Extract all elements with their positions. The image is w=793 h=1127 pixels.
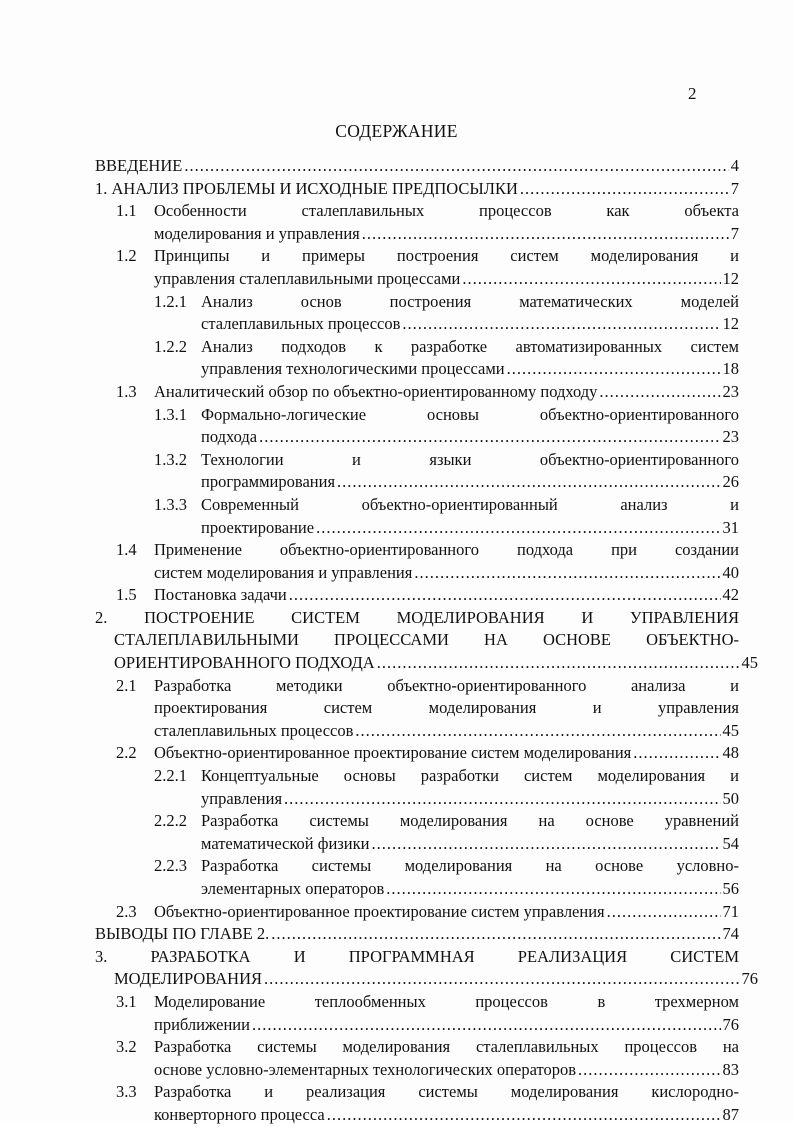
toc-entry-number: 2.3 xyxy=(116,901,137,921)
toc-entry-text: Применение объектно-ориентированного подхода при создании xyxy=(154,540,739,560)
toc-entry-text: ВВЕДЕНИЕ xyxy=(95,156,183,175)
toc-entry-text: сталеплавильных процессов xyxy=(201,314,401,334)
toc-entry-page: 40 xyxy=(722,562,739,582)
toc-entry-text: элементарных операторов xyxy=(201,879,385,898)
toc-entry-number: 3.3 xyxy=(116,1082,137,1102)
toc-entry-text: Принципы и примеры построения систем моделирования и xyxy=(154,246,739,266)
toc-entry-page: 83 xyxy=(722,1059,739,1079)
dot-leader xyxy=(507,358,721,381)
table-of-contents xyxy=(0,155,793,1127)
toc-entry-page: 54 xyxy=(722,833,739,853)
toc-entry-page: 76 xyxy=(722,1014,739,1034)
toc-entry xyxy=(0,381,793,404)
toc-entry-page: 74 xyxy=(722,924,739,944)
toc-entry-number: 1.2 xyxy=(116,246,137,266)
toc-entry-text: 2. ПОСТРОЕНИЕ СИСТЕМ МОДЕЛИРОВАНИЯ И УПРАВЛЕНИЯ xyxy=(95,607,739,627)
toc-entry-page: 7 xyxy=(730,178,739,198)
toc-entry xyxy=(0,539,793,584)
toc-entry-number: 1.3.2 xyxy=(154,449,187,469)
toc-entry-page: 7 xyxy=(730,223,739,243)
toc-entry xyxy=(0,810,793,855)
toc-entry-page: 12 xyxy=(722,314,739,334)
toc-entry xyxy=(0,494,793,539)
toc-entry-number: 1.2.2 xyxy=(154,336,187,356)
dot-leader xyxy=(289,584,721,607)
toc-entry xyxy=(0,1036,793,1081)
toc-entry-text: Постановка задачи xyxy=(154,585,287,605)
toc-entry xyxy=(0,449,793,494)
toc-entry-number: 3.2 xyxy=(116,1037,137,1057)
toc-entry xyxy=(0,742,793,765)
toc-entry-number: 2.2.3 xyxy=(154,856,187,876)
toc-entry-text: Анализ основ построения математических моделей xyxy=(201,291,739,311)
toc-entry-number: 2.2.1 xyxy=(154,766,187,786)
toc-entry xyxy=(0,946,793,991)
dot-leader xyxy=(184,155,728,178)
dot-leader xyxy=(578,1059,720,1082)
toc-entry-page: 71 xyxy=(722,901,739,921)
toc-entry-text: конверторного процесса xyxy=(154,1104,325,1124)
toc-entry-text: проектирования систем моделирования и управления xyxy=(154,698,739,718)
toc-entry-page: 50 xyxy=(722,788,739,808)
dot-leader xyxy=(414,562,720,585)
toc-entry-text: проектирование xyxy=(201,517,315,537)
toc-entry xyxy=(0,336,793,381)
toc-entry-number: 3.1 xyxy=(116,991,137,1011)
toc-entry-text: Разработка системы моделирования сталеплавильных процессов на xyxy=(154,1037,739,1057)
dot-leader xyxy=(462,268,720,291)
toc-entry-text: основе условно-элементарных технологических операторов xyxy=(154,1059,577,1079)
toc-entry-text: систем моделирования и управления xyxy=(154,562,413,582)
toc-entry-number: 1.4 xyxy=(116,540,137,560)
toc-entry xyxy=(0,675,793,743)
toc-entry xyxy=(0,991,793,1036)
dot-leader xyxy=(284,788,720,811)
toc-entry xyxy=(0,178,793,201)
toc-entry xyxy=(0,765,793,810)
dot-leader xyxy=(607,901,721,924)
toc-entry-text: управления сталеплавильными процессами xyxy=(154,268,461,288)
page-number: 2 xyxy=(688,84,697,103)
toc-entry-page: 4 xyxy=(730,156,739,175)
toc-entry-text: математической физики xyxy=(201,833,370,853)
toc-entry xyxy=(0,245,793,290)
toc-entry-page: 18 xyxy=(722,359,739,379)
toc-entry-page: 26 xyxy=(722,472,739,492)
toc-entry-page: 31 xyxy=(722,517,739,537)
dot-leader xyxy=(337,471,720,494)
toc-entry-text: Особенности сталеплавильных процессов как объекта xyxy=(154,201,739,221)
toc-entry-text: 1. АНАЛИЗ ПРОБЛЕМЫ И ИСХОДНЫЕ ПРЕДПОСЫЛКИ xyxy=(95,178,518,198)
dot-leader xyxy=(264,968,739,991)
toc-entry-text: Разработка системы моделирования на основе уравнений xyxy=(201,811,739,831)
toc-entry-text: ВЫВОДЫ ПО ГЛАВЕ 2. xyxy=(95,924,270,944)
toc-entry-text: приближении xyxy=(154,1014,250,1034)
toc-entry-text: программирования xyxy=(201,472,336,492)
toc-entry-text: Разработка системы моделирования на основе условно- xyxy=(201,856,739,876)
toc-entry-text: СТАЛЕПЛАВИЛЬНЫМИ ПРОЦЕССАМИ НА ОСНОВЕ ОБЪЕКТНО- xyxy=(114,630,739,650)
toc-entry-page: 45 xyxy=(722,720,739,740)
toc-entry xyxy=(0,155,793,178)
dot-leader xyxy=(252,1014,721,1037)
toc-entry-text: Концептуальные основы разработки систем моделирования и xyxy=(201,766,739,786)
toc-entry-text: Разработка методики объектно-ориентированного анализа и xyxy=(154,675,739,695)
toc-entry-text: Технологии и языки объектно-ориентированного xyxy=(201,449,739,469)
toc-entry-page: 23 xyxy=(722,381,739,401)
toc-entry-number: 2.1 xyxy=(116,675,137,695)
toc-entry-text: Формально-логические основы объектно-ориентированного xyxy=(201,404,739,424)
toc-entry xyxy=(0,291,793,336)
dot-leader xyxy=(271,923,720,946)
toc-entry-number: 1.3.3 xyxy=(154,494,187,514)
toc-entry xyxy=(0,404,793,449)
toc-entry-text: МОДЕЛИРОВАНИЯ xyxy=(114,969,263,989)
toc-entry-number: 2.2.2 xyxy=(154,811,187,831)
toc-entry xyxy=(0,901,793,924)
toc-entry-text: Объектно-ориентированное проектирование систем управления xyxy=(154,901,605,921)
toc-entry-page: 45 xyxy=(741,653,758,673)
toc-entry xyxy=(0,1081,793,1126)
toc-entry-text: управления технологическими процессами xyxy=(201,359,505,379)
toc-entry xyxy=(0,200,793,245)
toc-entry-text: моделирования и управления xyxy=(154,223,360,243)
toc-entry-number: 1.3 xyxy=(116,381,137,401)
dot-leader xyxy=(520,178,729,201)
dot-leader xyxy=(377,652,740,675)
dot-leader xyxy=(633,742,720,765)
toc-entry xyxy=(0,855,793,900)
toc-entry-text: Анализ подходов к разработке автоматизированных систем xyxy=(201,336,739,356)
toc-entry xyxy=(0,923,793,946)
dot-leader xyxy=(316,517,720,540)
dot-leader xyxy=(327,1104,721,1127)
dot-leader xyxy=(371,833,720,856)
toc-entry-text: подхода xyxy=(201,427,258,447)
dot-leader xyxy=(355,720,720,743)
toc-entry-number: 2.2 xyxy=(116,743,137,763)
toc-entry-text: сталеплавильных процессов xyxy=(154,720,354,740)
toc-entry-page: 48 xyxy=(722,743,739,763)
toc-entry-text: Разработка и реализация системы моделирования кислородно- xyxy=(154,1082,739,1102)
toc-entry-page: 23 xyxy=(722,427,739,447)
toc-entry-text: управления xyxy=(201,788,283,808)
toc-entry-text: Современный объектно-ориентированный анализ и xyxy=(201,494,739,514)
dot-leader xyxy=(402,313,720,336)
toc-entry xyxy=(0,584,793,607)
toc-entry-number: 1.5 xyxy=(116,585,137,605)
dot-leader xyxy=(362,223,729,246)
toc-entry-number: 1.1 xyxy=(116,201,137,221)
toc-entry xyxy=(0,607,793,675)
dot-leader xyxy=(386,878,720,901)
toc-entry-text: Моделирование теплообменных процессов в трехмерном xyxy=(154,991,739,1011)
toc-entry-page: 12 xyxy=(722,268,739,288)
toc-entry-text: Аналитический обзор по объектно-ориентированному подходу xyxy=(154,381,598,401)
toc-entry-page: 42 xyxy=(722,585,739,605)
dot-leader xyxy=(259,426,720,449)
toc-entry-text: ОРИЕНТИРОВАННОГО ПОДХОДА xyxy=(114,653,375,673)
toc-entry-number: 1.3.1 xyxy=(154,404,187,424)
toc-entry-text: Объектно-ориентированное проектирование систем моделирования xyxy=(154,743,632,763)
toc-entry-page: 56 xyxy=(722,879,739,898)
dot-leader xyxy=(599,381,720,404)
toc-entry-page: 87 xyxy=(722,1104,739,1124)
toc-entry-number: 1.2.1 xyxy=(154,291,187,311)
toc-entry-page: 76 xyxy=(741,969,758,989)
page-title: СОДЕРЖАНИЕ xyxy=(335,121,458,141)
toc-entry-text: 3. РАЗРАБОТКА И ПРОГРАММНАЯ РЕАЛИЗАЦИЯ СИСТЕМ xyxy=(95,946,739,966)
